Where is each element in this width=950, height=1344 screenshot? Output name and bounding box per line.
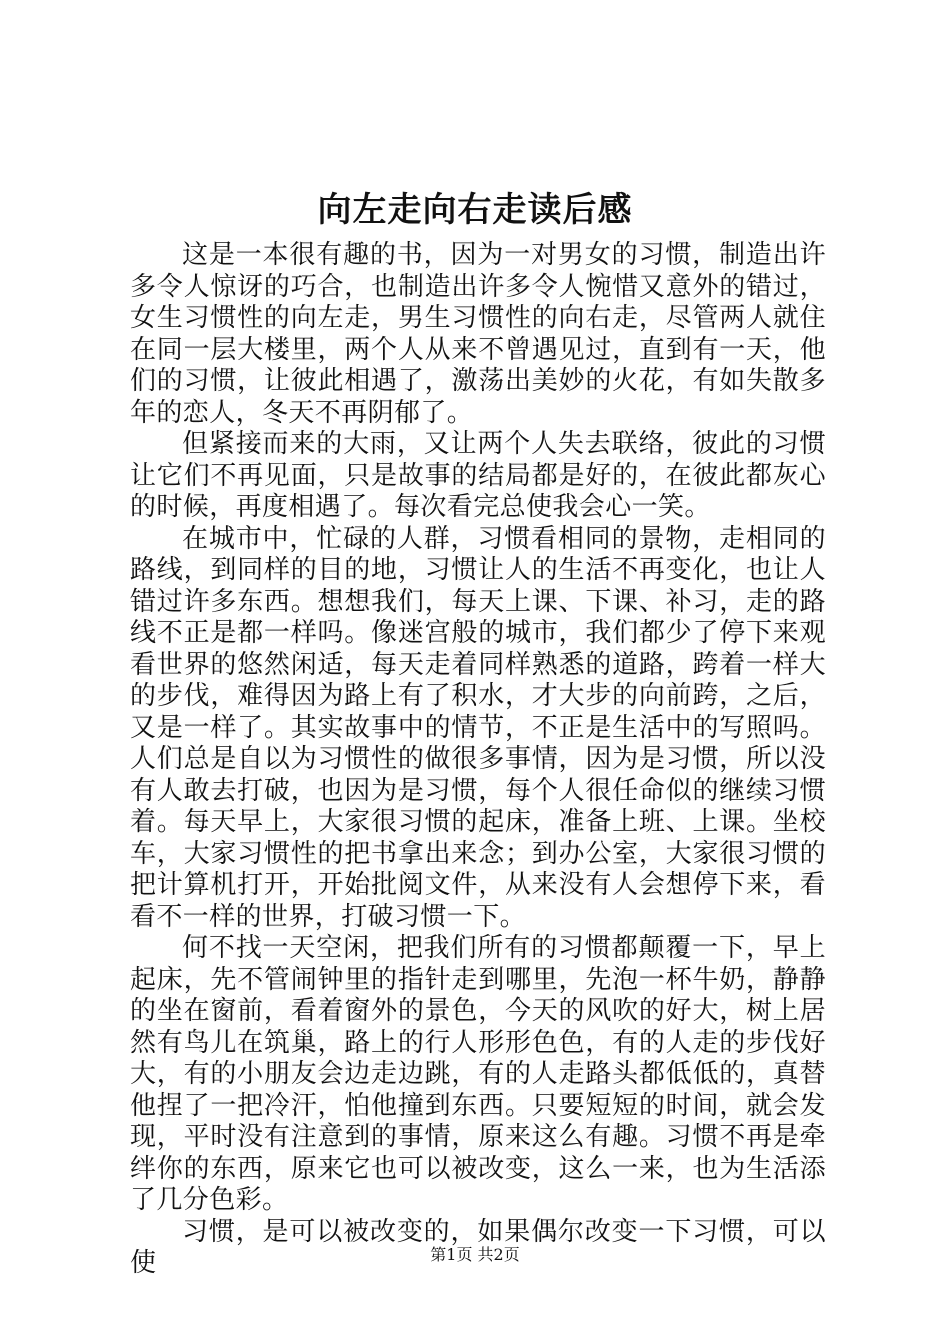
paragraph-4: 何不找一天空闲，把我们所有的习惯都颠覆一下，早上起床，先不管闹钟里的指针走到哪里，先泡一杯牛奶，静静的坐在窗前，看着窗外的景色，今天的风吹的好大，树上居然有鸟儿在筑巢，路上的行人形形色色，有的人走的步伐好大，有的小朋友会边走边跳，有的人走路头都低低的，真替他捏了一把冷汗，怕他撞到东西。只要短短的时间，就会发现，平时没有注意到的事情，原来这么有趣。习惯不再是牵绊你的东西，原来它也可以被改变，这么一来，也为生活添了几分色彩。 (130, 933, 826, 1215)
paragraph-2: 但紧接而来的大雨，又让两个人失去联络，彼此的习惯让它们不再见面，只是故事的结局都是好的，在彼此都灰心的时候，再度相遇了。每次看完总使我会心一笑。 (130, 429, 826, 522)
paragraph-1: 这是一本很有趣的书，因为一对男女的习惯，制造出许多令人惊讶的巧合，也制造出许多令人惋惜又意外的错过，女生习惯性的向左走，男生习惯性的向右走，尽管两人就住在同一层大楼里，两个人从来不曾遇见过，直到有一天，他们的习惯，让彼此相遇了，激荡出美妙的火花，有如失散多年的恋人，冬天不再阴郁了。 (130, 240, 826, 428)
paragraph-3: 在城市中，忙碌的人群，习惯看相同的景物，走相同的路线，到同样的目的地，习惯让人的生活不再变化，也让人错过许多东西。想想我们，每天上课、下课、补习，走的路线不正是都一样吗。像迷宫般的城市，我们都少了停下来观看世界的悠然闲适，每天走着同样熟悉的道路，跨着一样大的步伐，难得因为路上有了积水，才大步的向前跨，之后，又是一样了。其实故事中的情节，不正是生活中的写照吗。人们总是自以为习惯性的做很多事情，因为是习惯，所以没有人敢去打破，也因为是习惯，每个人很任命似的继续习惯着。每天早上，大家很习惯的起床，准备上班、上课。坐校车，大家习惯性的把书拿出来念；到办公室，大家很习惯的把计算机打开，开始批阅文件，从来没有人会想停下来，看看不一样的世界，打破习惯一下。 (130, 523, 826, 932)
paragraph-5: 习惯，是可以被改变的，如果偶尔改变一下习惯，可以使 (130, 1216, 826, 1278)
document-body (130, 240, 826, 1280)
page-number-footer: 第1页 共2页 (430, 1245, 520, 1264)
document-title: 向左走向右走读后感 (317, 190, 633, 230)
